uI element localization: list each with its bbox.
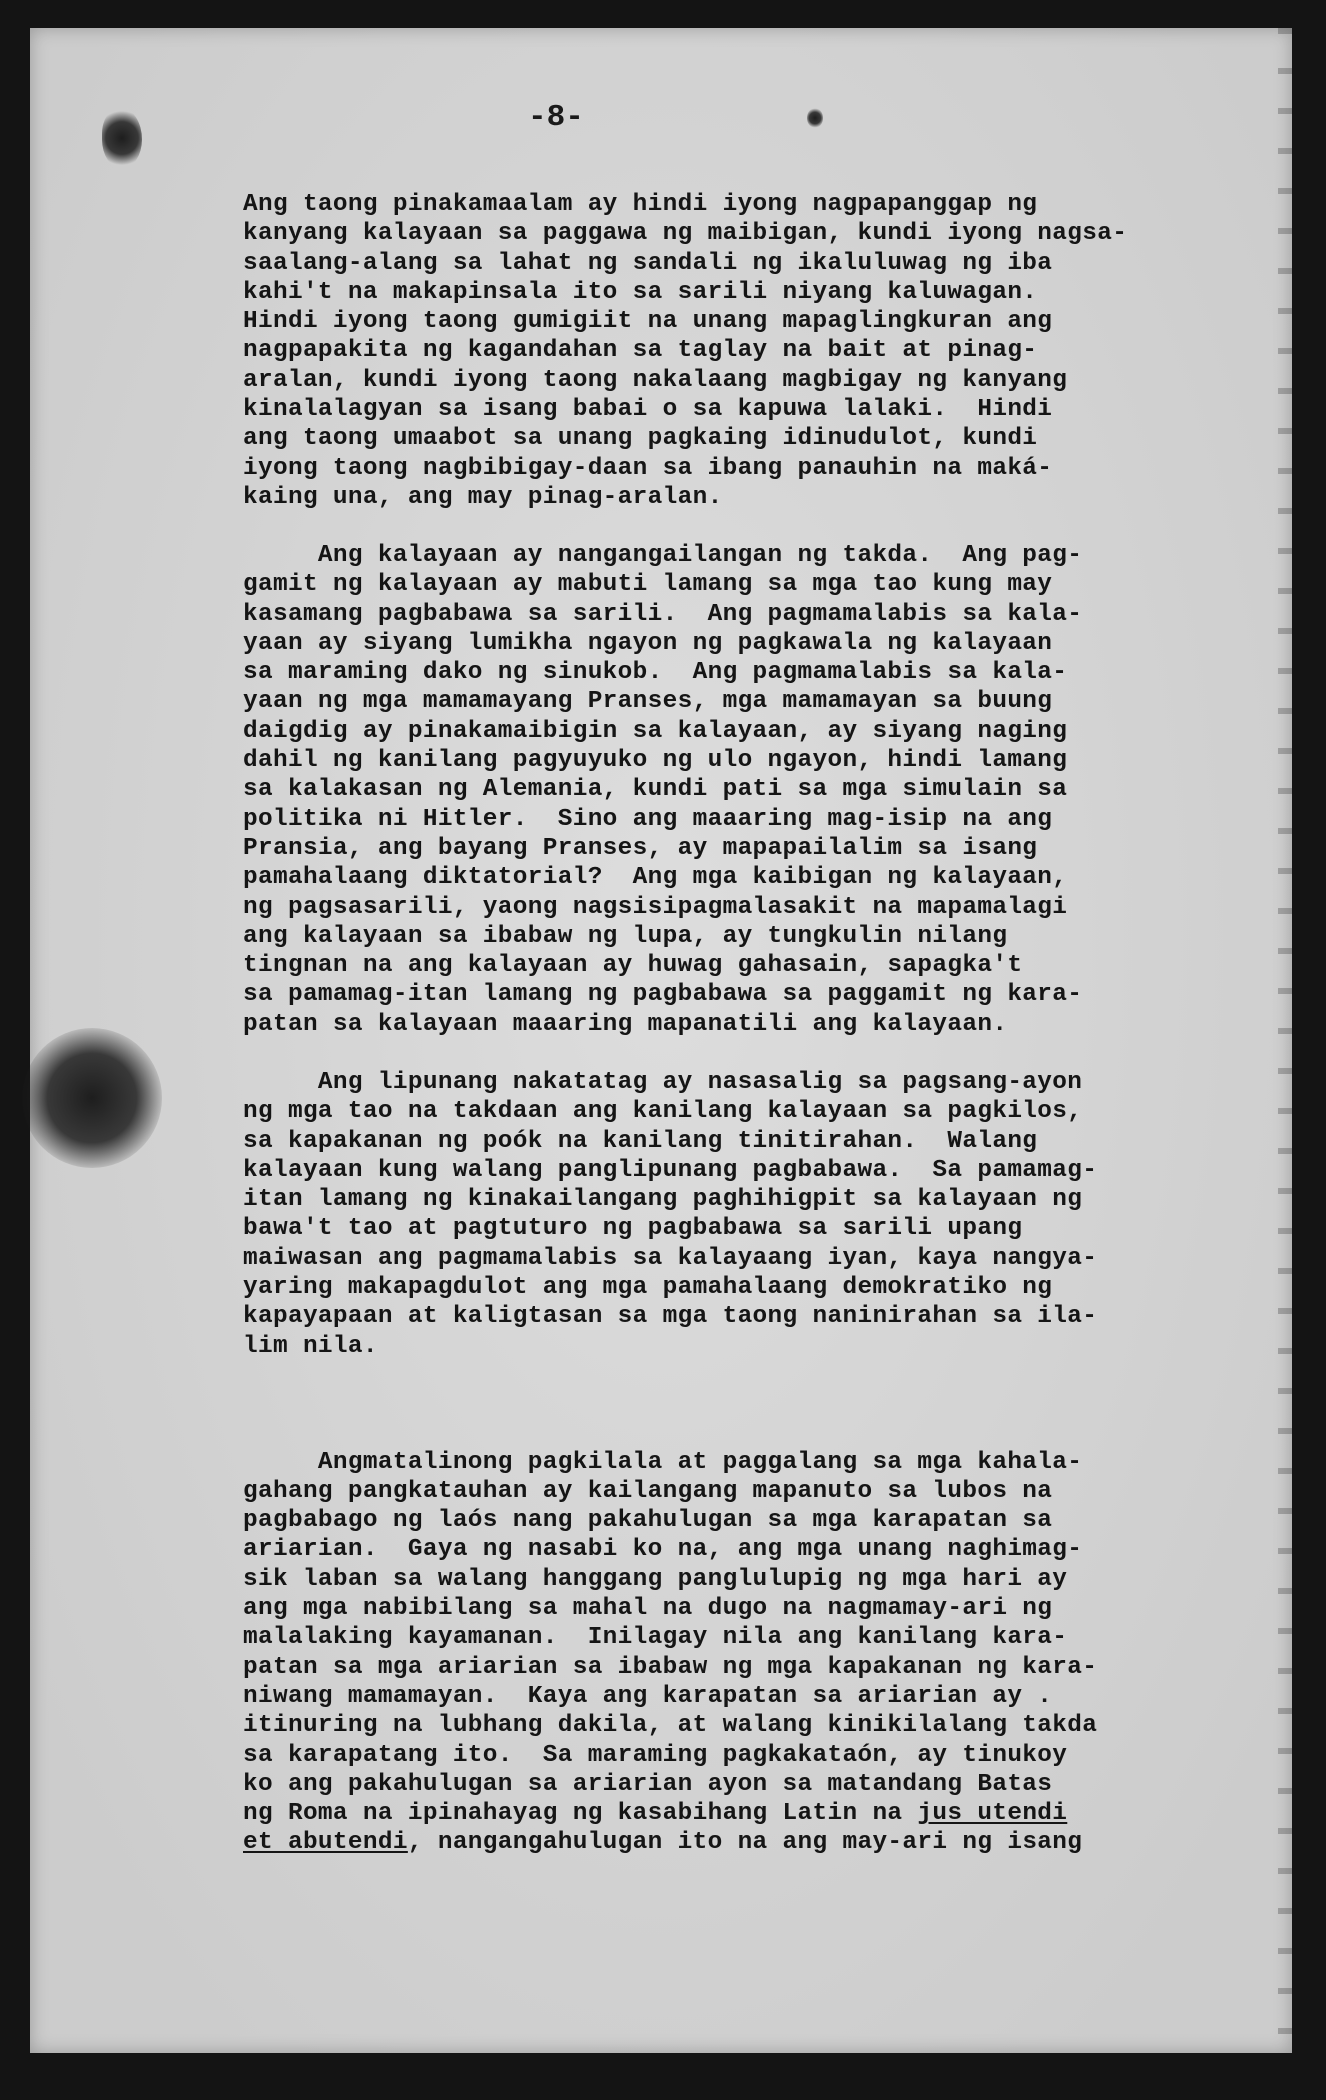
text-line: nagpapakita ng kagandahan sa taglay na bait at pinag-: [243, 337, 1038, 365]
text-line: malalaking kayamanan. Inilagay nila ang kanilang kara-: [243, 1624, 1068, 1652]
text-line: politika ni Hitler. Sino ang maaaring mag-isip na ang: [243, 805, 1053, 833]
text-line: Pransia, ang bayang Pranses, ay mapapailalim sa isang: [243, 834, 1038, 862]
text-line: itinuring na lubhang dakila, at walang kinikilalang takda: [243, 1712, 1098, 1740]
paragraph-3: [243, 1068, 1203, 1361]
text-line: ng pagsasarili, yaong nagsisipagmalasakit na mapamalagi: [243, 893, 1068, 921]
text-line: niwang mamamayan. Kaya ang karapatan sa ariarian ay .: [243, 1682, 1053, 1710]
text-line: Ang lipunang nakatatag ay nasasalig sa pagsang-ayon: [243, 1069, 1083, 1096]
text-line: iyong taong nagbibigay-daan sa ibang panauhin na maká-: [243, 454, 1053, 482]
text-line: sa karapatang ito. Sa maraming pagkakataón, ay tinukoy: [243, 1741, 1068, 1769]
text-line: dahil ng kanilang pagyuyuko ng ulo ngayon, hindi lamang: [243, 747, 1068, 775]
text-line: Ang kalayaan ay nangangailangan ng takda. Ang pag-: [243, 542, 1083, 569]
text-line: gamit ng kalayaan ay mabuti lamang sa mga tao kung may: [243, 571, 1053, 599]
text-line: kinalalagyan sa isang babai o sa kapuwa lalaki. Hindi: [243, 396, 1053, 424]
text-line: [243, 1799, 1203, 1828]
text-line: pamahalaang diktatorial? Ang mga kaibigan ng kalayaan,: [243, 864, 1068, 892]
text-line: pagbabago ng laós nang pakahulugan sa mga karapatan sa: [243, 1507, 1053, 1535]
paragraph-2: [243, 541, 1203, 1039]
text-line: kanyang kalayaan sa paggawa ng maibigan, kundi iyong nagsa-: [243, 220, 1128, 248]
text-line: maiwasan ang pagmamalabis sa kalayaang iyan, kaya nangya-: [243, 1244, 1098, 1272]
text-line: gahang pangkatauhan ay kailangang mapanuto sa lubos na: [243, 1477, 1053, 1505]
text-line: ang taong umaabot sa unang pagkaing idinudulot, kundi: [243, 425, 1038, 453]
text-line: sik laban sa walang hanggang panglulupig ng mga hari ay: [243, 1565, 1068, 1593]
ink-smudge-icon: [102, 108, 142, 168]
text-line: saalang-alang sa lahat ng sandali ng ikaluluwag ng iba: [243, 249, 1053, 277]
text-line: [243, 1828, 1203, 1857]
text-line: yaan ay siyang lumikha ngayon ng pagkawala ng kalayaan: [243, 629, 1053, 657]
text-line: daigdig ay pinakamaibigin sa kalayaan, ay siyang naging: [243, 717, 1068, 745]
paragraph-4: [243, 1389, 1203, 1858]
text-line: aralan, kundi iyong taong nakalaang magbigay ng kanyang: [243, 366, 1068, 394]
text-line: kalayaan kung walang panglipunang pagbabawa. Sa pamamag-: [243, 1156, 1098, 1184]
text-line: ang kalayaan sa ibabaw ng lupa, ay tungkulin nilang: [243, 922, 1008, 950]
paragraph-1: [243, 190, 1203, 512]
text-line: kasamang pagbabawa sa sarili. Ang pagmamalabis sa kala-: [243, 600, 1083, 628]
page-number: -8-: [528, 100, 584, 135]
text-line: ariarian. Gaya ng nasabi ko na, ang mga unang naghimag-: [243, 1536, 1083, 1564]
text-line: kaing una, ang may pinag-aralan.: [243, 483, 723, 511]
text-line: patan sa kalayaan maaaring mapanatili ang kalayaan.: [243, 1010, 1008, 1038]
text-line: sa maraming dako ng sinukob. Ang pagmamalabis sa kala-: [243, 659, 1068, 687]
text-line: ng mga tao na takdaan ang kanilang kalayaan sa pagkilos,: [243, 1098, 1083, 1126]
underlined-latin-phrase: jus utendi: [917, 1800, 1068, 1828]
text-line: Ang taong pinakamaalam ay hindi iyong nagpapanggap ng: [243, 191, 1038, 218]
text-fragment: ng Roma na ipinahayag ng kasabihang Latin na: [243, 1800, 918, 1828]
text-line: sa kapakanan ng poók na kanilang tinitirahan. Walang: [243, 1127, 1038, 1155]
text-line: patan sa mga ariarian sa ibabaw ng mga kapakanan ng kara-: [243, 1653, 1098, 1681]
ink-blot-icon: [22, 1028, 162, 1168]
page-edge-wear: [1278, 28, 1292, 2053]
text-fragment: , nangangahulugan ito na ang may-ari ng isang: [407, 1829, 1083, 1857]
ink-dot-icon: [807, 108, 823, 128]
text-line: sa kalakasan ng Alemania, kundi pati sa mga simulain sa: [243, 776, 1068, 804]
text-line: Hindi iyong taong gumigiit na unang mapaglingkuran ang: [243, 308, 1053, 336]
text-line: yaring makapagdulot ang mga pamahalaang demokratiko ng: [243, 1274, 1053, 1302]
underlined-latin-phrase: et abutendi: [243, 1829, 408, 1857]
text-line: ang mga nabibilang sa mahal na dugo na nagmamay-ari ng: [243, 1595, 1053, 1623]
text-line: kapayapaan at kaligtasan sa mga taong naninirahan sa ila-: [243, 1303, 1098, 1331]
text-line: sa pamamag-itan lamang ng pagbabawa sa paggamit ng kara-: [243, 981, 1083, 1009]
text-line: yaan ng mga mamamayang Pranses, mga mamamayan sa buung: [243, 688, 1053, 716]
text-line: itan lamang ng kinakailangang paghihigpit sa kalayaan ng: [243, 1186, 1083, 1214]
text-line: lim nila.: [243, 1332, 378, 1360]
text-line: tingnan na ang kalayaan ay huwag gahasain, sapagka't: [243, 952, 1023, 980]
text-line: Angmatalinong pagkilala at paggalang sa mga kahala-: [243, 1448, 1083, 1476]
text-line: kahi't na makapinsala ito sa sarili niyang kaluwagan.: [243, 278, 1038, 306]
text-line: bawa't tao at pagtuturo ng pagbabawa sa sarili upang: [243, 1215, 1023, 1243]
text-line: ko ang pakahulugan sa ariarian ayon sa matandang Batas: [243, 1770, 1053, 1798]
